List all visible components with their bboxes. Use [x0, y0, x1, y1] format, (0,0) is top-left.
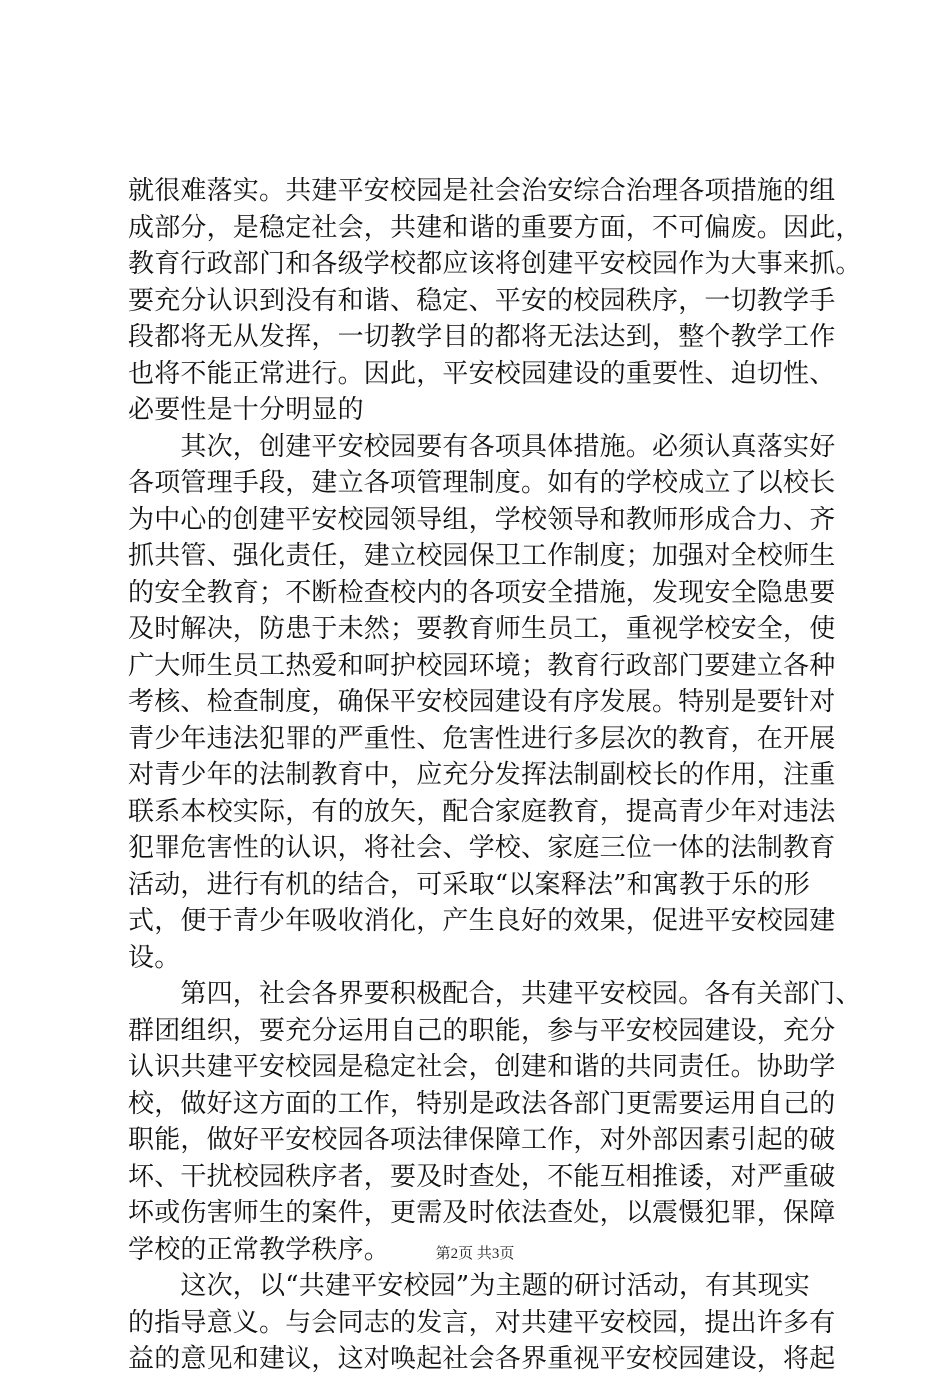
text-line: 益的意见和建议，这对唤起社会各界重视平安校园建设，将起 [128, 1344, 836, 1374]
text-line: 活动，进行有机的结合，可采取“以案释法”和寓教于乐的形 [128, 869, 810, 900]
text-line: 设。 [128, 942, 181, 973]
text-line: 其次，创建平安校园要有各项具体措施。必须认真落实好 [128, 431, 836, 462]
text-line: 广大师生员工热爱和呵护校园环境；教育行政部门要建立各种 [128, 650, 836, 681]
text-line: 校，做好这方面的工作，特别是政法各部门更需要运用自己的 [128, 1088, 836, 1119]
text-line: 抓共管、强化责任，建立校园保卫工作制度；加强对全校师生 [128, 541, 836, 571]
text-line: 这次，以“共建平安校园”为主题的研讨活动，有其现实 [128, 1271, 810, 1301]
text-line: 成部分，是稳定社会，共建和谐的重要方面，不可偏废。因此， [128, 212, 862, 243]
text-line: 群团组织，要充分运用自己的职能，参与平安校园建设，充分 [128, 1015, 836, 1046]
text-line: 认识共建平安校园是稳定社会，创建和谐的共同责任。协助学 [128, 1052, 836, 1082]
text-line: 也将不能正常进行。因此，平安校园建设的重要性、迫切性、 [128, 358, 836, 389]
text-line: 为中心的创建平安校园领导组，学校领导和教师形成合力、齐 [128, 504, 836, 535]
text-line: 坏、干扰校园秩序者，要及时查处，不能互相推诿，对严重破 [128, 1161, 836, 1192]
page-footer: 第2页 共3页 [435, 1246, 515, 1262]
text-line: 必要性是十分明显的 [128, 395, 364, 425]
text-line: 对青少年的法制教育中，应充分发挥法制副校长的作用，注重 [128, 760, 836, 790]
text-line: 职能，做好平安校园各项法律保障工作，对外部因素引起的破 [128, 1125, 836, 1155]
text-line: 第四，社会各界要积极配合，共建平安校园。各有关部门、 [128, 979, 862, 1009]
text-line: 各项管理手段，建立各项管理制度。如有的学校成立了以校长 [128, 468, 836, 498]
text-line: 学校的正常教学秩序。 [128, 1234, 391, 1265]
text-line: 的安全教育；不断检查校内的各项安全措施，发现安全隐患要 [128, 577, 836, 608]
body-text [128, 173, 862, 1378]
text-line: 犯罪危害性的认识，将社会、学校、家庭三位一体的法制教育 [128, 833, 836, 863]
text-line: 式，便于青少年吸收消化，产生良好的效果，促进平安校园建 [128, 906, 836, 936]
text-line: 联系本校实际，有的放矢，配合家庭教育，提高青少年对违法 [128, 796, 836, 827]
text-line: 坏或伤害师生的案件，更需及时依法查处，以震慑犯罪，保障 [128, 1198, 836, 1228]
text-line: 段都将无从发挥，一切教学目的都将无法达到，整个教学工作 [128, 322, 836, 352]
text-line: 及时解决，防患于未然；要教育师生员工，重视学校安全，使 [128, 614, 836, 644]
text-line: 考核、检查制度，确保平安校园建设有序发展。特别是要针对 [128, 687, 836, 717]
text-line: 的指导意义。与会同志的发言，对共建平安校园，提出许多有 [128, 1307, 836, 1338]
text-line: 青少年违法犯罪的严重性、危害性进行多层次的教育，在开展 [128, 723, 836, 754]
text-line: 就很难落实。共建平安校园是社会治安综合治理各项措施的组 [128, 176, 836, 206]
text-line: 要充分认识到没有和谐、稳定、平安的校园秩序，一切教学手 [128, 285, 836, 316]
text-line: 教育行政部门和各级学校都应该将创建平安校园作为大事来抓。 [128, 249, 862, 279]
